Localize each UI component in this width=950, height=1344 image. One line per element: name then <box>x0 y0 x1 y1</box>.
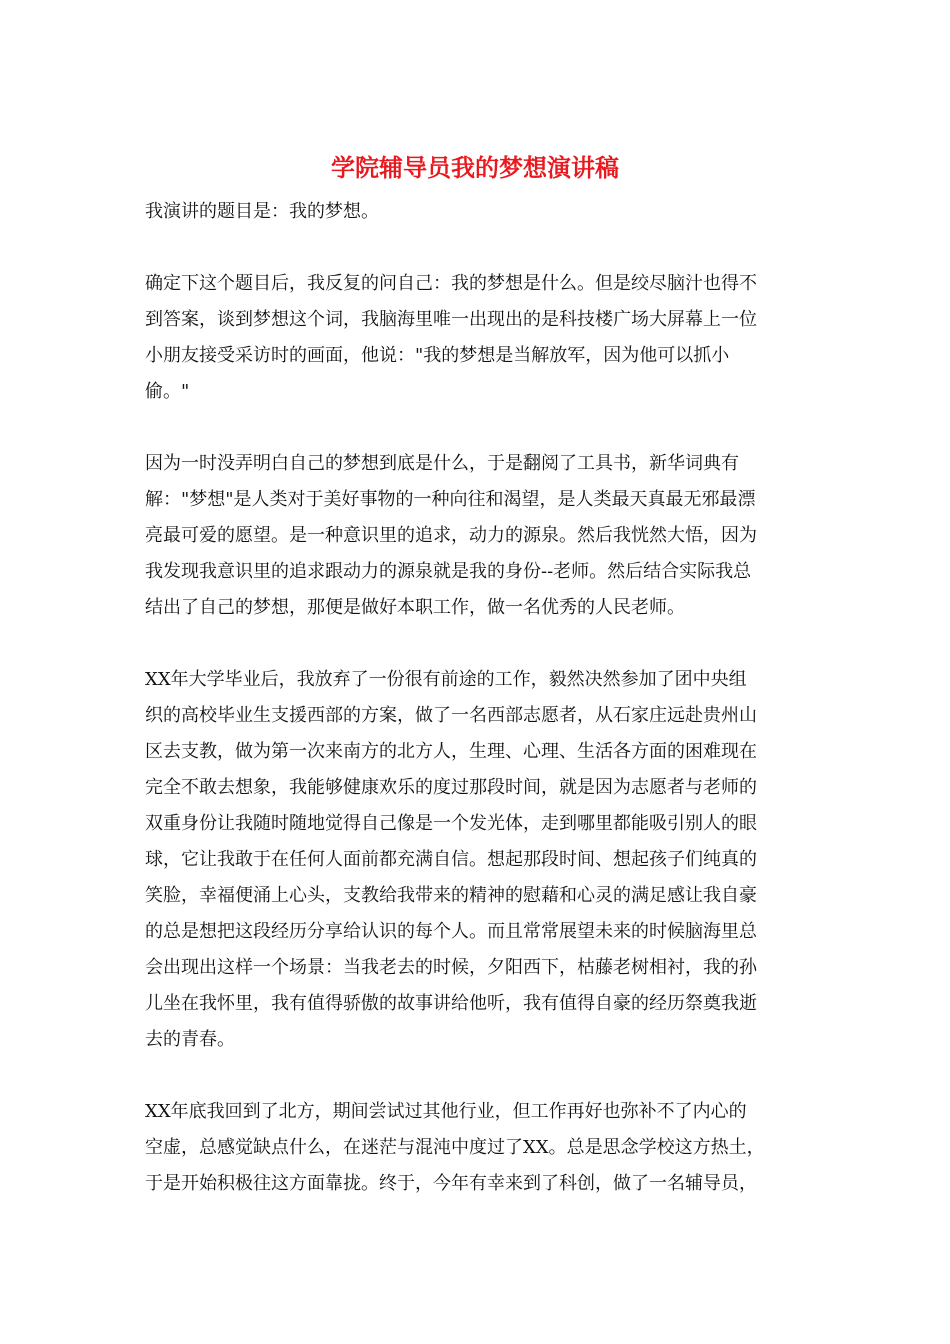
text-line: 空虚，总感觉缺点什么，在迷茫与混沌中度过了XX。总是思念学校这方热土， <box>145 1137 765 1158</box>
text-line: 因为一时没弄明白自己的梦想到底是什么，于是翻阅了工具书，新华词典有 <box>145 453 739 474</box>
text-line: 小朋友接受采访时的画面，他说："我的梦想是当解放军，因为他可以抓小 <box>145 345 730 366</box>
text-line: 结出了自己的梦想，那便是做好本职工作，做一名优秀的人民老师。 <box>145 597 685 618</box>
text-line: 儿坐在我怀里，我有值得骄傲的故事讲给他听，我有值得自豪的经历祭奠我逝 <box>145 993 757 1014</box>
text-line: 织的高校毕业生支援西部的方案，做了一名西部志愿者，从石家庄远赴贵州山 <box>145 705 757 726</box>
paragraph-gap <box>145 410 805 446</box>
text-line: 完全不敢去想象，我能够健康欢乐的度过那段时间，就是因为志愿者与老师的 <box>145 777 757 798</box>
text-line: 亮最可爱的愿望。是一种意识里的追求，动力的源泉。然后我恍然大悟，因为 <box>145 525 757 546</box>
text-line: 解："梦想"是人类对于美好事物的一种向往和渴望，是人类最天真最无邪最漂 <box>145 489 756 510</box>
paragraph-gap <box>145 230 805 266</box>
text-line: 去的青春。 <box>145 1029 235 1050</box>
text-line: 到答案，谈到梦想这个词，我脑海里唯一出现出的是科技楼广场大屏幕上一位 <box>145 309 757 330</box>
text-line: XX年底我回到了北方，期间尝试过其他行业，但工作再好也弥补不了内心的 <box>145 1101 747 1122</box>
document-title: 学院辅导员我的梦想演讲稿 <box>331 153 619 182</box>
text-line: 双重身份让我随时随地觉得自己像是一个发光体，走到哪里都能吸引别人的眼 <box>145 813 757 834</box>
text-line: 球，它让我敢于在任何人面前都充满自信。想起那段时间、想起孩子们纯真的 <box>145 849 757 870</box>
text-line: 区去支教，做为第一次来南方的北方人，生理、心理、生活各方面的困难现在 <box>145 741 757 762</box>
text-line: 我发现我意识里的追求跟动力的源泉就是我的身份--老师。然后结合实际我总 <box>145 561 752 582</box>
text-line: 偷。" <box>145 381 190 402</box>
text-line: 笑脸，幸福便涌上心头，支教给我带来的精神的慰藉和心灵的满足感让我自豪 <box>145 885 757 906</box>
text-line: 我演讲的题目是：我的梦想。 <box>145 201 379 222</box>
text-line: XX年大学毕业后，我放弃了一份很有前途的工作，毅然决然参加了团中央组 <box>145 669 747 690</box>
document-body <box>145 194 805 1202</box>
text-line: 于是开始积极往这方面靠拢。终于，今年有幸来到了科创，做了一名辅导员， <box>145 1173 757 1194</box>
text-line: 会出现出这样一个场景：当我老去的时候，夕阳西下，枯藤老树相衬，我的孙 <box>145 957 757 978</box>
text-line: 确定下这个题目后，我反复的问自己：我的梦想是什么。但是绞尽脑汁也得不 <box>145 273 757 294</box>
paragraph-gap <box>145 1058 805 1094</box>
text-line: 的总是想把这段经历分享给认识的每个人。而且常常展望未来的时候脑海里总 <box>145 921 757 942</box>
paragraph-gap <box>145 626 805 662</box>
